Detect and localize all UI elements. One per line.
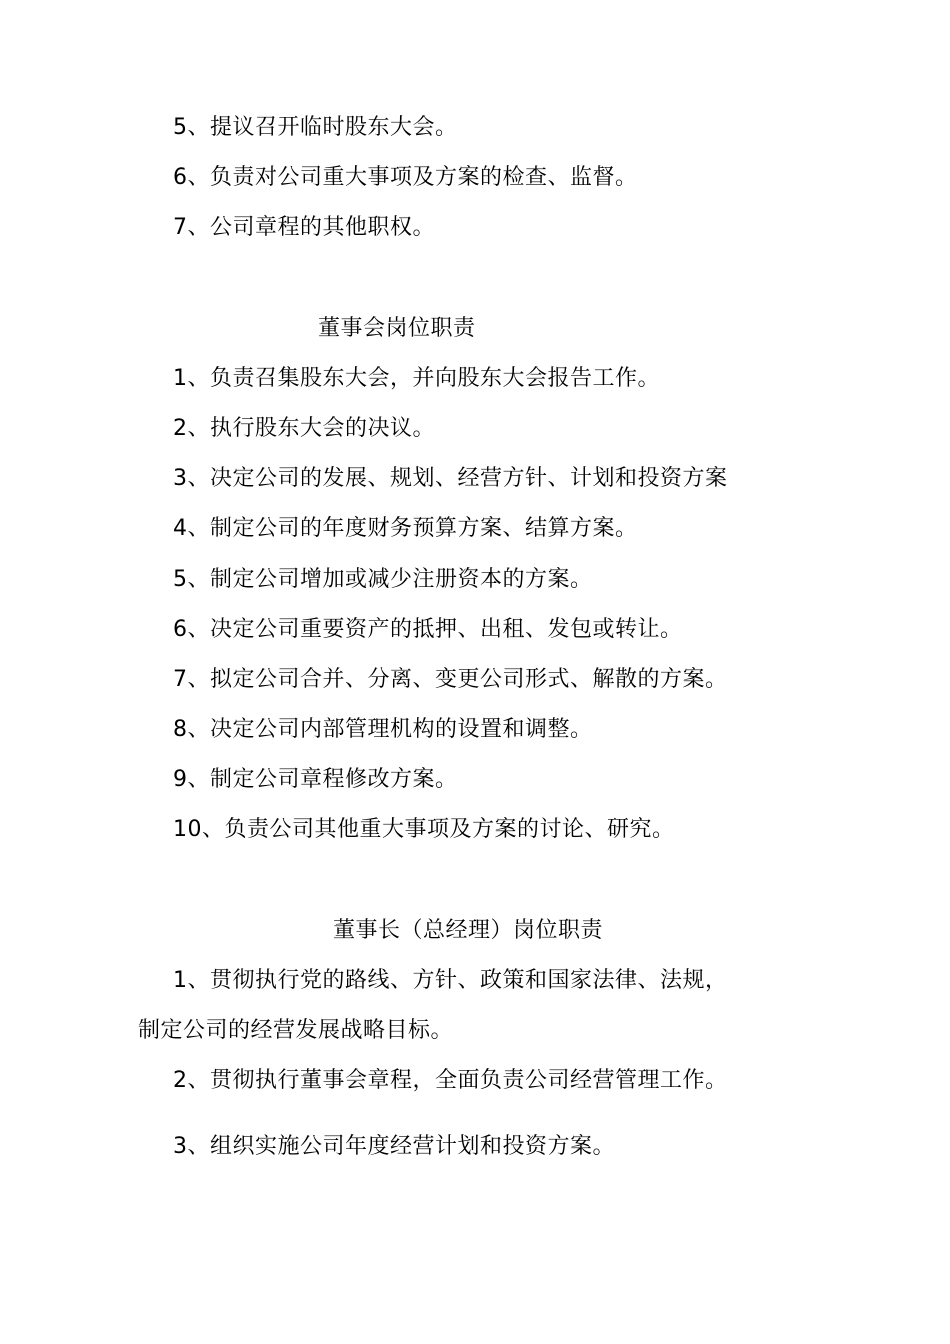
list-item: 3、组织实施公司年度经营计划和投资方案。 xyxy=(173,1134,615,1159)
list-item: 9、制定公司章程修改方案。 xyxy=(173,767,458,792)
list-item-continuation: 制定公司的经营发展战略目标。 xyxy=(138,1018,454,1043)
list-item: 2、执行股东大会的决议。 xyxy=(173,416,435,441)
list-item: 5、制定公司增加或减少注册资本的方案。 xyxy=(173,567,593,592)
list-item: 5、提议召开临时股东大会。 xyxy=(173,115,458,140)
list-item: 10、负责公司其他重大事项及方案的讨论、研究。 xyxy=(173,817,675,842)
list-item: 2、贯彻执行董事会章程，全面负责公司经营管理工作。 xyxy=(173,1068,728,1093)
list-item: 4、制定公司的年度财务预算方案、结算方案。 xyxy=(173,516,638,541)
list-item: 1、贯彻执行党的路线、方针、政策和国家法律、法规， xyxy=(173,968,728,993)
list-item: 8、决定公司内部管理机构的设置和调整。 xyxy=(173,717,593,742)
list-item: 7、拟定公司合并、分离、变更公司形式、解散的方案。 xyxy=(173,667,728,692)
list-item: 6、决定公司重要资产的抵押、出租、发包或转让。 xyxy=(173,617,683,642)
section-title-chairman: 董事长（总经理）岗位职责 xyxy=(333,918,604,943)
list-item: 1、负责召集股东大会，并向股东大会报告工作。 xyxy=(173,366,660,391)
list-item: 6、负责对公司重大事项及方案的检查、监督。 xyxy=(173,165,638,190)
section-title-board: 董事会岗位职责 xyxy=(318,316,476,341)
list-item: 7、公司章程的其他职权。 xyxy=(173,215,435,240)
list-item: 3、决定公司的发展、规划、经营方针、计划和投资方案 xyxy=(173,466,728,491)
